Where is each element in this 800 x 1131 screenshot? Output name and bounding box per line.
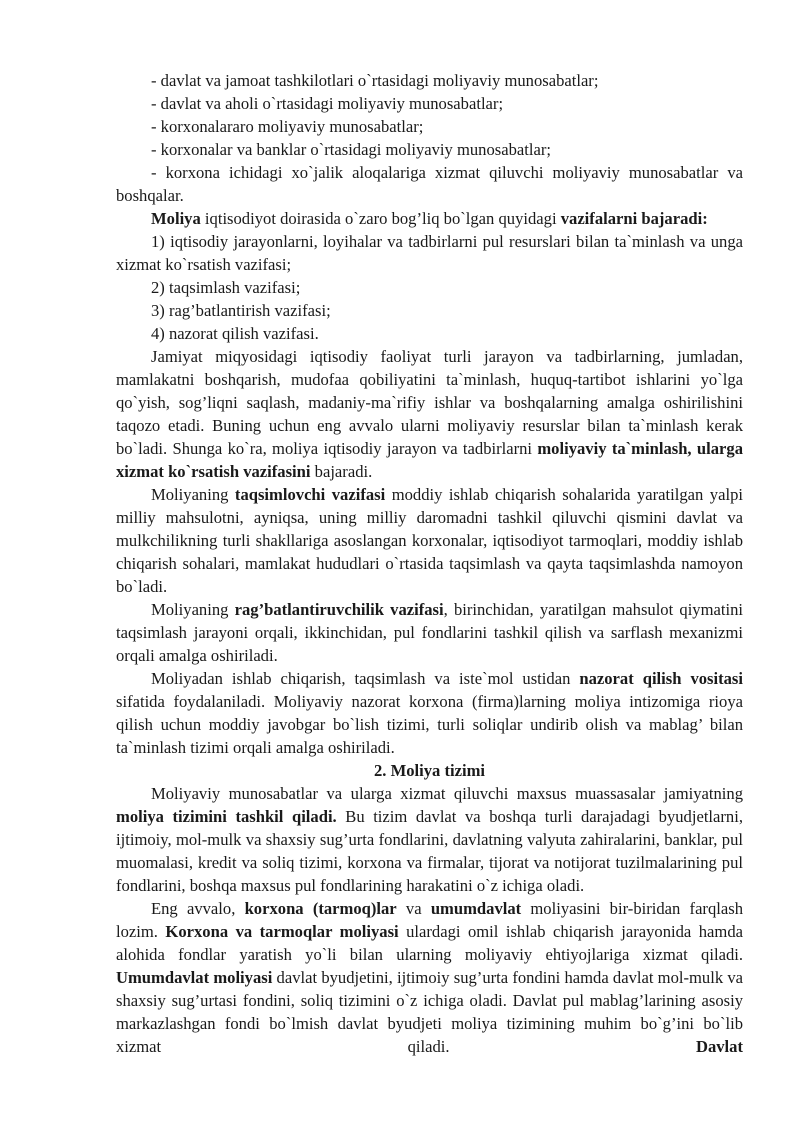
function-item: 2) taqsimlash vazifasi; bbox=[151, 278, 301, 297]
finance-system-paragraph bbox=[116, 782, 743, 897]
function-item: 1) iqtisodiy jarayonlarni, loyihalar va tadbirlarni pul resurslari bilan ta`minlash va unga xizmat ko`rsatish vazifasi; bbox=[116, 232, 743, 274]
list-item: - korxonalararo moliyaviy munosabatlar; bbox=[151, 117, 424, 136]
text-run: sifatida foydalaniladi. Moliyaviy nazorat korxona (firma)larning moliya intizomiga rioya qilish uchun moddiy javobgar bo`lish tizimi, turli soliqlar undirib olish va mablag’ bilan ta`minlash tizimi orqali amalga oshiriladi. bbox=[116, 692, 743, 757]
functions-intro-paragraph bbox=[116, 207, 743, 230]
text-run: iqtisodiyot doirasida o`zaro bog’liq bo`lgan quyidagi bbox=[200, 209, 561, 228]
text-run: Moliyadan ishlab chiqarish, taqsimlash va iste`mol ustidan bbox=[151, 669, 580, 688]
text-run: , birinchidan, yaratilgan mahsulot qiymatini taqsimlash jarayoni orqali, ikkinchidan, pul fondlarini tashkil qilish va sarflash mexanizmi orqali amalga oshiriladi. bbox=[116, 600, 743, 665]
text-run: Jamiyat miqyosidagi iqtisodiy faoliyat turli jarayon va tadbirlarning, jumladan, mamlakatni boshqarish, mudofaa qobiliyatini ta`minlash, huquq-tartibot ishlarini yo`lga qo`yish, sog’liqni saqlash, madaniy-ma`rifiy ishlar va boshqalarning amalga oshirilishini taqozo etadi. Buning uchun eng avvalo ularni moliyaviy resurslar bilan ta`minlash kerak bo`ladi. Shunga ko`ra, moliya iqtisodiy jarayon va tadbirlarni bbox=[116, 347, 743, 458]
text-run: Eng avvalo, bbox=[151, 899, 245, 918]
text-run: Moliyaning bbox=[151, 600, 235, 619]
list-item: - davlat va aholi o`rtasidagi moliyaviy munosabatlar; bbox=[151, 94, 504, 113]
text-run: Bu tizim davlat va boshqa turli darajadagi byudjetlarni, ijtimoiy, mol-mulk va shaxsiy sug’urta fondlarini, davlatning valyuta zahiralarini, banklar, pul muomalasi, kredit va soliq tizimi, korxona va firmalar, tijorat va notijorat tuzilmalarining pul fondlarini, boshqa maxsus pul fondlarining harakatini o`z ichiga oladi. bbox=[116, 807, 743, 895]
bold-term: moliya tizimini tashkil qiladi. bbox=[116, 807, 337, 826]
incentive-paragraph bbox=[116, 598, 743, 667]
text-run: davlat byudjetini, ijtimoiy sug’urta fondini hamda davlat mol-mulk va shaxsiy sug’urtasi fondini, soliq tizimini o`z ichiga oladi. Davlat pul mablag’larining asosiy markazlashgan fondi bo`lmish davlat byudjeti moliya tizimining muhim bo`g’ini bo`lib xizmat qiladi. bbox=[116, 968, 744, 1056]
bold-term: vazifalarni bajaradi: bbox=[560, 209, 708, 228]
bold-term: moliyaviy ta`minlash, ularga xizmat ko`rsatish vazifasini bbox=[116, 439, 743, 481]
distribution-paragraph bbox=[116, 483, 743, 598]
bold-term: Korxona va tarmoqlar moliyasi bbox=[165, 922, 399, 941]
function-item: 4) nazorat qilish vazifasi. bbox=[151, 324, 319, 343]
bold-term: Davlat bbox=[695, 1037, 743, 1056]
bold-term: Moliya bbox=[151, 209, 201, 228]
state-activity-paragraph bbox=[116, 345, 743, 483]
bold-term: rag’batlantiruvchilik vazifasi bbox=[234, 600, 444, 619]
list-item: - korxona ichidagi xo`jalik aloqalariga xizmat qiluvchi moliyaviy munosabatlar va boshqalar. bbox=[116, 163, 743, 205]
text-run: bajaradi. bbox=[310, 462, 373, 481]
text-run: ulardagi omil ishlab chiqarish jarayonida hamda alohida fondlar yaratish yo`li bilan ularning moliyaviy ehtiyojlariga xizmat qiladi. bbox=[116, 922, 743, 964]
enterprise-finance-paragraph bbox=[116, 897, 743, 1058]
control-paragraph bbox=[116, 667, 743, 759]
bold-term: nazorat qilish vositasi bbox=[579, 669, 743, 688]
text-run: moddiy ishlab chiqarish sohalarida yaratilgan yalpi milliy mahsulotni, ayniqsa, uning milliy daromadni tashkil qiluvchi qismini davlat va mulkchilikning turli shakllariga asoslangan korxonalar, iqtisodiyot tarmoqlari, moddiy ishlab chiqarish sohalari, mamlakat hududlari o`rtasida taqsimlash va qayta taqsimlashda namoyon bo`ladi. bbox=[116, 485, 743, 596]
bold-term: korxona (tarmoq)lar bbox=[244, 899, 397, 918]
section-heading: 2. Moliya tizimi bbox=[373, 761, 486, 780]
bold-term: umumdavlat bbox=[430, 899, 522, 918]
bold-term: Umumdavlat moliyasi bbox=[116, 968, 273, 987]
bold-term: taqsimlovchi vazifasi bbox=[234, 485, 386, 504]
text-run: Moliyaning bbox=[151, 485, 235, 504]
function-item: 3) rag’batlantirish vazifasi; bbox=[151, 301, 331, 320]
list-item: - davlat va jamoat tashkilotlari o`rtasidagi moliyaviy munosabatlar; bbox=[151, 71, 599, 90]
text-run: Moliyaviy munosabatlar va ularga xizmat qiluvchi maxsus muassasalar jamiyatning bbox=[151, 784, 743, 803]
text-run: moliyasini bir-biridan farqlash lozim. bbox=[116, 899, 743, 941]
list-item: - korxonalar va banklar o`rtasidagi moliyaviy munosabatlar; bbox=[151, 140, 551, 159]
text-run: va bbox=[396, 899, 431, 918]
